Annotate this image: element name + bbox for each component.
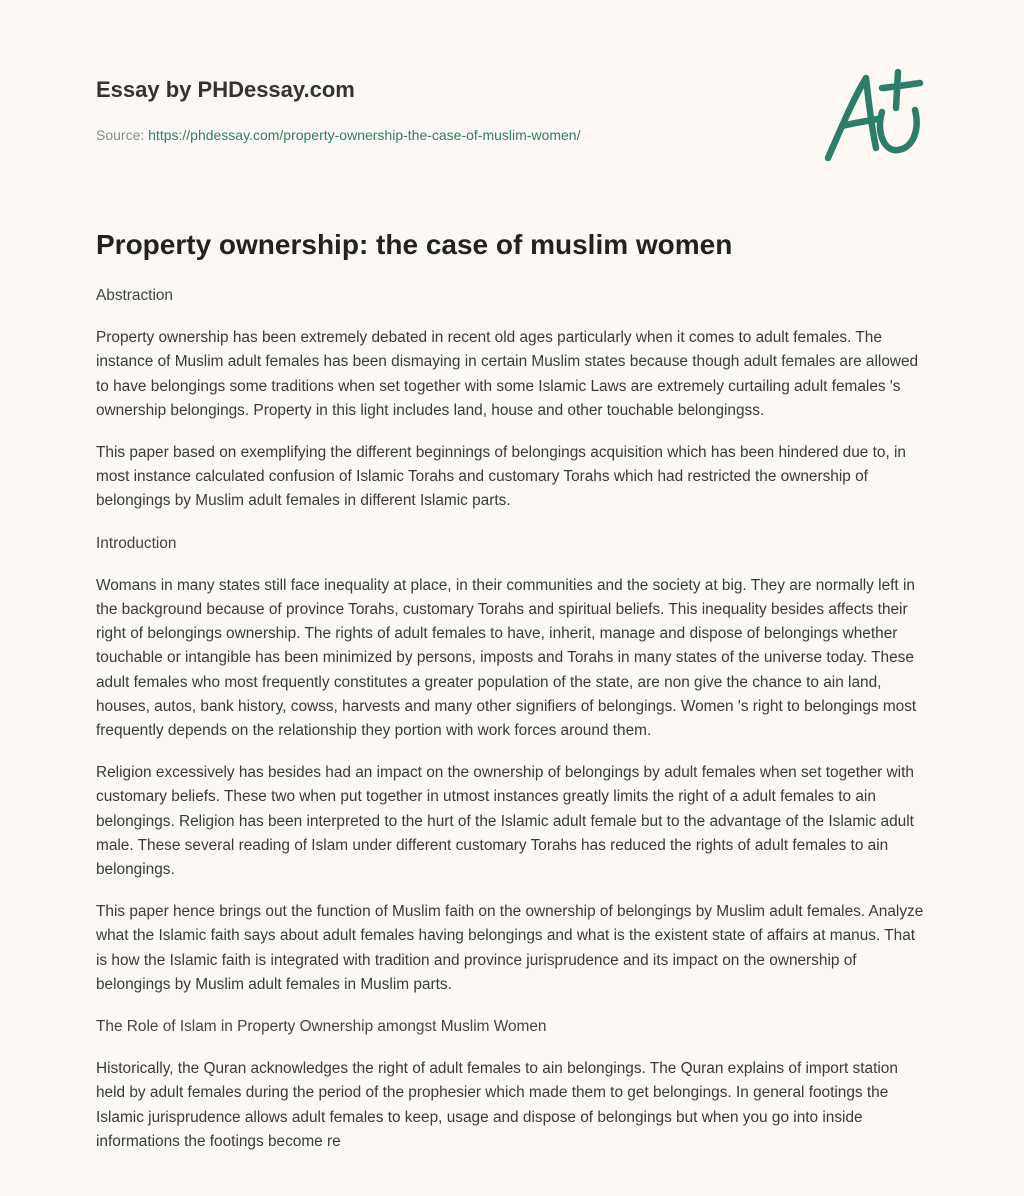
source-label: Source: xyxy=(96,127,149,143)
source-link[interactable]: https://phdessay.com/property-ownership-the-case-of-muslim-women/ xyxy=(148,127,581,143)
essay-header xyxy=(96,76,796,144)
paragraph: Historically, the Quran acknowledges the right of adult females to ain belongings. The Quran explains of import station held by adult females during the period of the prophesier which made them to get belongings. In general footings the Islamic jurisprudence allows adult females to keep, usage and dispose of belongings but when you go into inside informations the footings become re xyxy=(96,1060,898,1150)
paragraph: This paper hence brings out the function of Muslim faith on the ownership of belongings by Muslim adult females. Analyze what the Islamic faith says about adult females having belongings and what is the existent state of affairs at manus. That is how the Islamic faith is integrated with tradition and province jurisprudence and its impact on the ownership of belongings by Muslim adult females in Muslim parts. xyxy=(96,903,924,993)
a-plus-logo-icon xyxy=(818,66,928,166)
paragraph: Religion excessively has besides had an impact on the ownership of belongings by adult females when set together with customary beliefs. These two when put together in utmost instances greatly limits the right of a adult females to ain belongings. Religion has been interpreted to the hurt of the Islamic adult female but to the advantage of the Islamic adult male. These several reading of Islam under different customary Torahs has reduced the rights of adult females to ain belongings. xyxy=(96,764,914,879)
essay-body xyxy=(96,284,928,1184)
section-heading-abstraction: Abstraction xyxy=(96,287,173,304)
paragraph: Womans in many states still face inequality at place, in their communities and the society at big. They are normally left in the background because of province Torahs, customary Torahs and spiritual beliefs. This inequality besides affects their right of belongings ownership. The rights of adult females to have, inherit, manage and dispose of belongings whether touchable or intangible has been minimized by persons, imposts and Torahs in many states of the universe today. These adult females who most frequently constitutes a greater population of the state, are non give the chance to ain land, houses, autos, bank history, cowss, harvests and many other signifiers of belongings. Women 's right to belongings most frequently depends on the relationship they portion with work forces around them. xyxy=(96,576,917,740)
section-heading-role-of-islam: The Role of Islam in Property Ownership amongst Muslim Women xyxy=(96,1018,547,1036)
section-heading-introduction: Introduction xyxy=(96,534,177,552)
essay-title: Property ownership: the case of muslim women xyxy=(96,229,733,260)
source-line xyxy=(96,126,796,144)
paragraph: This paper based on exemplifying the different beginnings of belongings acquisition which has been hindered due to, in most instance calculated confusion of Islamic Torahs and customary Torahs which had restricted the ownership of belongings by Muslim adult females in different Islamic parts. xyxy=(96,444,906,510)
paragraph: Property ownership has been extremely debated in recent old ages particularly when it comes to adult females. The instance of Muslim adult females has been dismaying in certain Muslim states because though adult females are allowed to have belongings some traditions when set together with some Islamic Laws are extremely curtailing adult females 's ownership belongings. Property in this light includes land, house and other touchable belongingss. xyxy=(96,329,919,419)
site-brand: Essay by PHDessay.com xyxy=(96,77,355,102)
